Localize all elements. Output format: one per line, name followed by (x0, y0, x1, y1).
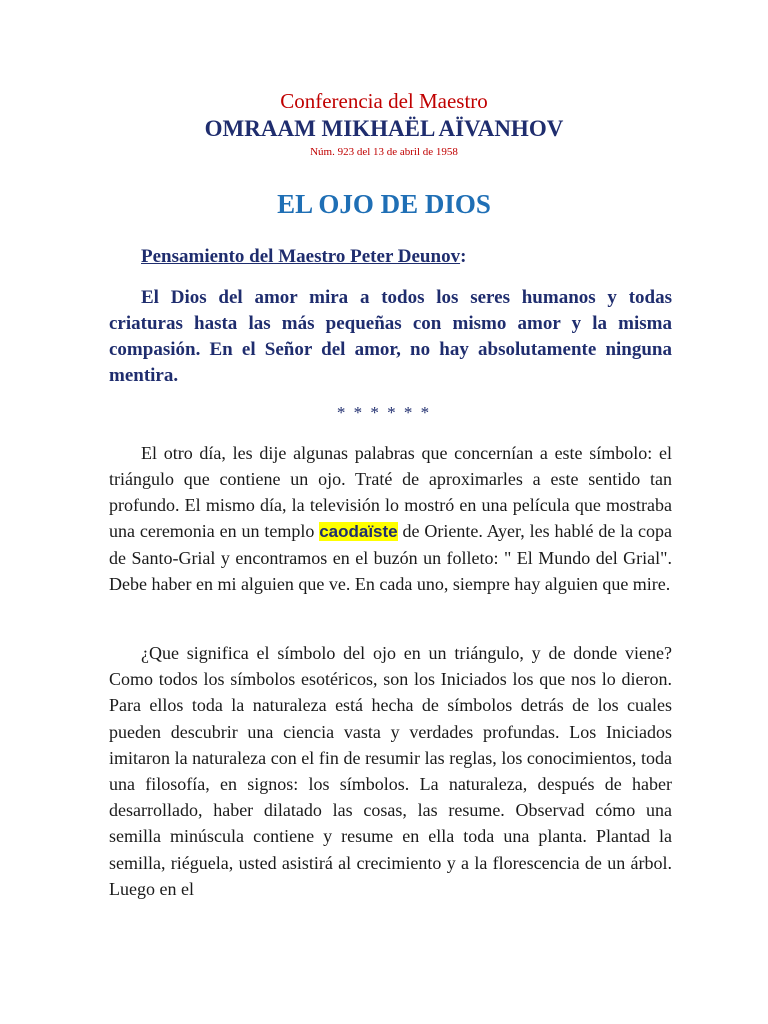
author-name: OMRAAM MIKHAËL AÏVANHOV (204, 116, 564, 141)
paragraph-1-end: de Oriente. Ayer, les hablé de la copa de Santo-Grial y encontramos en el buzón un folleto: " El Mundo del Grial". Debe haber en mi alguien que ve. En cada uno, siempre hay alguien que mire. (109, 521, 672, 594)
page-title: EL OJO DE DIOS (277, 189, 491, 219)
thought-heading (141, 244, 466, 270)
highlighted-word: caodaïste (319, 522, 398, 541)
paragraph-2: ¿Que significa el símbolo del ojo en un triángulo, y de donde viene? Como todos los símbolos esotéricos, son los Iniciados los que nos lo dieron. Para ellos toda la naturaleza está hecha de símbolos detrás de los cuales pueden descubrir una ciencia vasta y verdades profundas. Los Iniciados imitaron la naturaleza con el fin de resumir las reglas, los conocimientos, toda una filosofía, en signos: los símbolos. La naturaleza, después de haber desarrollado, haber dilatado las cosas, las resume. Observad cómo una semilla minúscula contiene y resume en ella toda una planta. Plantad la semilla, riéguela, usted asistirá al crecimiento y a la florescencia de un árbol. Luego en el (109, 643, 672, 899)
thought-heading-text: Pensamiento del Maestro Peter Deunov (141, 246, 461, 267)
paragraph-1 (109, 440, 672, 597)
conference-label: Conferencia del Maestro (280, 89, 488, 113)
conference-number: Núm. 923 del 13 de abril de 1958 (310, 146, 458, 158)
section-separator: * * * * * * (336, 403, 432, 422)
thought-heading-colon: : (460, 246, 467, 267)
paragraph-1-start: El otro día, les dije algunas palabras que concernían a este símbolo: el triángulo que contiene un ojo. Traté de aproximarles a este sentido tan profundo. El mismo día, la televisión lo mostró en una película que mostraba una ceremonia en un templo (109, 443, 672, 541)
thought-quote: El Dios del amor mira a todos los seres humanos y todas criaturas hasta las más pequeñas con mismo amor y la misma compasión. En el Señor del amor, no hay absolutamente ninguna mentira. (109, 287, 672, 386)
